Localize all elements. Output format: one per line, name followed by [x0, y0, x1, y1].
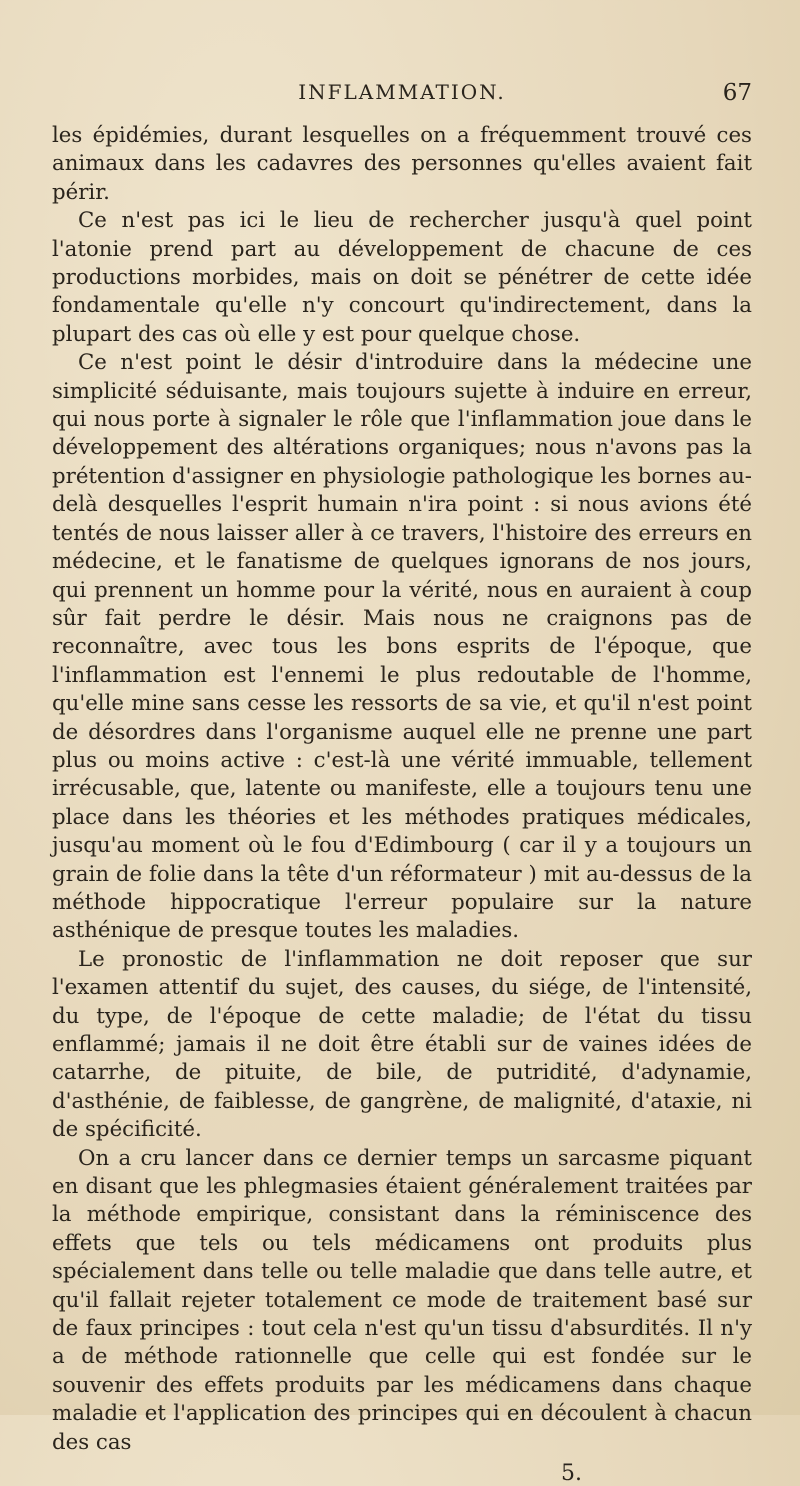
paragraph: Ce n'est pas ici le lieu de rechercher jusqu'à quel point l'atonie prend part au développement de chacune de ces productions morbides, mais on doit se pénétrer de cette idée fondamentale qu'elle n'y concourt qu'indirectement, dans la plupart des cas où elle y est pour quelque chose.: [52, 208, 752, 347]
paragraph: les épidémies, durant lesquelles on a fréquemment trouvé ces animaux dans les cadavres des personnes qu'elles avaient fait périr.: [52, 123, 752, 205]
running-title: INFLAMMATION.: [298, 80, 506, 104]
page-number: 67: [722, 80, 752, 106]
paragraph: Le pronostic de l'inflammation ne doit reposer que sur l'examen attentif du sujet, des causes, du siége, de l'intensité, du type, de l'époque de cette maladie; de l'état du tissu enflammé; jamais il ne doit être établi sur de vaines idées de catarrhe, de pituite, de bile, de putridité, d'adynamie, d'asthénie, de faiblesse, de gangrène, de malignité, d'ataxie, ni de spécificité.: [52, 946, 752, 1143]
page-header: [52, 80, 752, 116]
signature-mark: 5.: [561, 1461, 582, 1486]
body-text: [52, 122, 752, 1457]
page-content: [52, 80, 752, 1486]
paragraph: Ce n'est point le désir d'introduire dans la médecine une simplicité séduisante, mais toujours sujette à induire en erreur, qui nous porte à signaler le rôle que l'inflammation joue dans le développement des altérations organiques; nous n'avons pas la prétention d'assigner en physiologie pathologique les bornes au-delà desquelles l'esprit humain n'ira point : si nous avions été tentés de nous laisser aller à ce travers, l'histoire des erreurs en médecine, et le fanatisme de quelques ignorans de nos jours, qui prennent un homme pour la vérité, nous en auraient à coup sûr fait perdre le désir. Mais nous ne craignons pas de reconnaître, avec tous les bons esprits de l'époque, que l'inflammation est l'ennemi le plus redoutable de l'homme, qu'elle mine sans cesse les ressorts de sa vie, et qu'il n'est point de désordres dans l'organisme auquel elle ne prenne une part plus ou moins active : c'est-là une vérité immuable, tellement irrécusable, que, latente ou manifeste, elle a toujours tenu une place dans les théories et les méthodes pratiques médicales, jusqu'au moment où le fou d'Edimbourg ( car il y a toujours un grain de folie dans la tête d'un réformateur ) mit au-dessus de la méthode hippocratique l'erreur populaire sur la nature asthénique de presque toutes les maladies.: [52, 350, 752, 944]
paragraph: On a cru lancer dans ce dernier temps un sarcasme piquant en disant que les phlegmasies étaient généralement traitées par la méthode empirique, consistant dans la réminiscence des effets que tels ou tels médicamens ont produits plus spécialement dans telle ou telle maladie que dans telle autre, et qu'il fallait rejeter totalement ce mode de traitement basé sur de faux principes : tout cela n'est qu'un tissu d'absurdités. Il n'y a de méthode rationnelle que celle qui est fondée sur le souvenir des effets produits par les médicamens dans chaque maladie et l'application des principes qui en découlent à chacun des cas: [52, 1145, 752, 1455]
